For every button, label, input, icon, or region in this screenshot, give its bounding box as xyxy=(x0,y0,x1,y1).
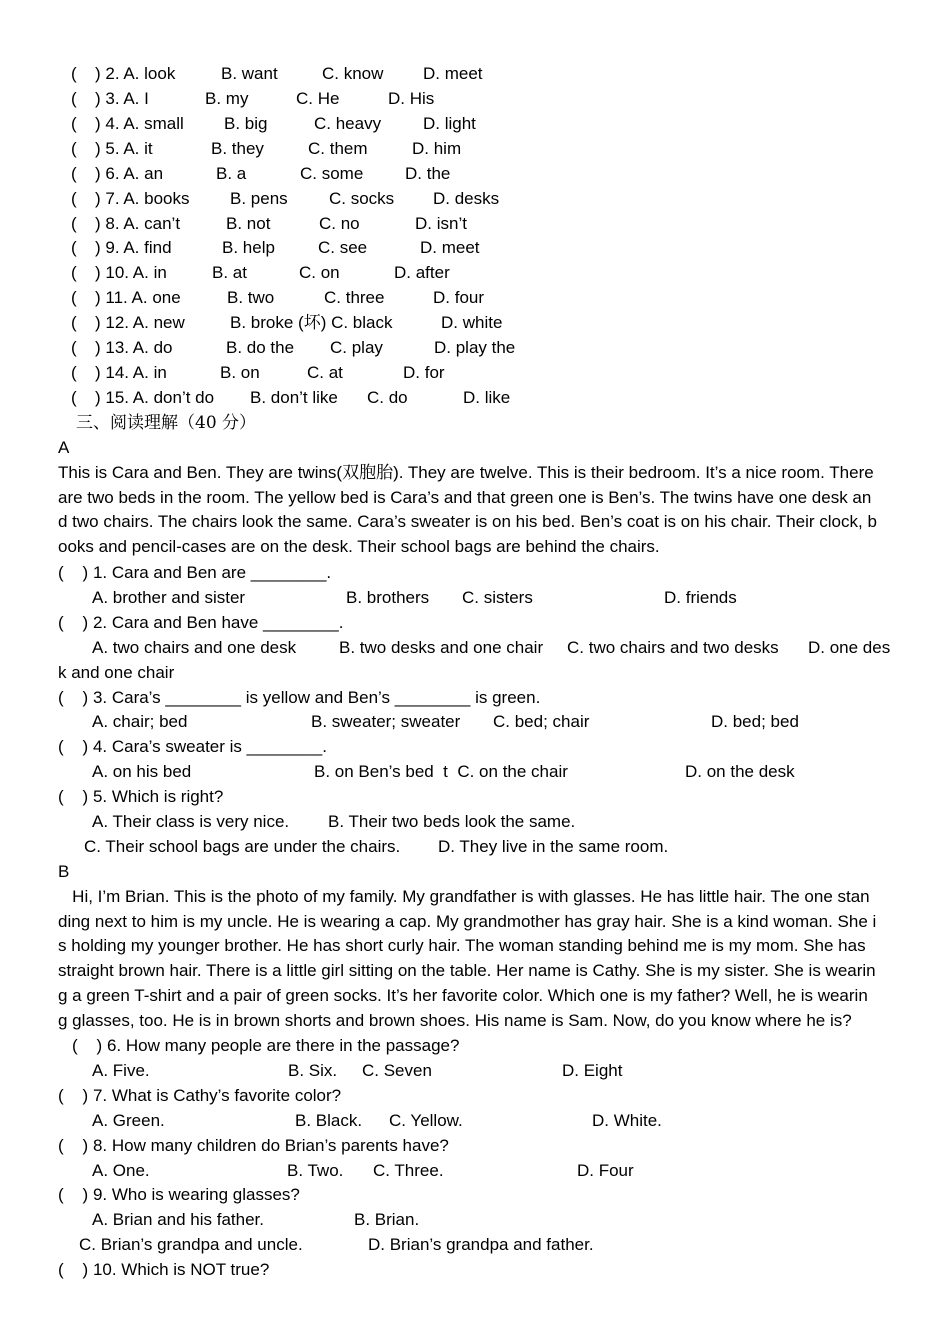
option-c: C. three xyxy=(324,288,385,307)
option-d-wrap: k and one chair xyxy=(58,663,175,682)
option-b: B. two xyxy=(227,288,275,307)
passage-a-line: d two chairs. The chairs look the same. Cara’s sweater is on his bed. Ben’s coat is on his chair. Their clock, b xyxy=(58,512,877,531)
option-b: B. big xyxy=(224,114,268,133)
option-c: C. on xyxy=(299,263,340,282)
option-d: D. isn’t xyxy=(415,214,467,233)
option-d: D. desks xyxy=(433,189,500,208)
question-stem: ( ) 7. What is Cathy’s favorite color? xyxy=(58,1086,342,1105)
option-b: B. at xyxy=(212,263,247,282)
option-c: C. no xyxy=(319,214,360,233)
answer-paren: ( xyxy=(71,189,77,208)
option-a: A. on his bed xyxy=(92,762,192,781)
answer-paren: ( xyxy=(71,338,77,357)
option-c: C. Three. xyxy=(373,1161,444,1180)
passage-b-label: B xyxy=(58,862,70,881)
question-number-option-a: ) 11. A. one xyxy=(95,288,181,307)
question-number-option-a: ) 3. A. I xyxy=(95,89,149,108)
option-c: C. see xyxy=(318,238,368,257)
option-d: D. bed; bed xyxy=(711,712,799,731)
option-c: C. Brian’s grandpa and uncle. xyxy=(79,1235,303,1254)
answer-paren: ( xyxy=(71,313,77,332)
question-stem: ( ) 8. How many children do Brian’s parents have? xyxy=(58,1136,449,1155)
option-c: C. some xyxy=(300,164,364,183)
option-b: B. Black. xyxy=(295,1111,363,1130)
question-number-option-a: ) 8. A. can’t xyxy=(95,214,181,233)
passage-b-line: g a green T-shirt and a pair of green socks. It’s her favorite color. Which one is my father? Well, he is wearin xyxy=(58,986,868,1005)
option-d: D. one des xyxy=(808,638,891,657)
option-c: C. play xyxy=(330,338,383,357)
option-d: D. play the xyxy=(434,338,516,357)
option-c: C. He xyxy=(296,89,340,108)
passage-b-line: ding next to him is my uncle. He is wearing a cap. My grandmother has gray hair. She is a kind woman. She i xyxy=(58,912,877,931)
question-number-option-a: ) 7. A. books xyxy=(95,189,190,208)
option-a: A. brother and sister xyxy=(92,588,246,607)
question-stem: ( ) 10. Which is NOT true? xyxy=(58,1260,270,1279)
option-d: D. White. xyxy=(592,1111,662,1130)
option-b: B. brothers xyxy=(346,588,430,607)
answer-paren: ( xyxy=(71,238,77,257)
option-d: D. meet xyxy=(420,238,480,257)
option-b: B. two desks and one chair xyxy=(339,638,544,657)
passage-b-line: straight brown hair. There is a little girl sitting on the table. Her name is Cathy. She is my sister. She is wearin xyxy=(58,961,876,980)
option-b: B. don’t like xyxy=(250,388,338,407)
option-b: B. Six. xyxy=(288,1061,338,1080)
option-c: C. socks xyxy=(329,189,395,208)
answer-paren: ( xyxy=(71,288,77,307)
option-b: B. on xyxy=(220,363,260,382)
question-number-option-a: ) 15. A. don’t do xyxy=(95,388,215,407)
option-c: C. Seven xyxy=(362,1061,432,1080)
option-b: B. broke (坏) C. black xyxy=(230,313,393,332)
option-c: C. heavy xyxy=(314,114,382,133)
option-c: C. do xyxy=(367,388,408,407)
option-b: B. do the xyxy=(226,338,295,357)
option-b: B. help xyxy=(222,238,275,257)
option-c: C. sisters xyxy=(462,588,533,607)
question-number-option-a: ) 13. A. do xyxy=(95,338,173,357)
question-number-option-a: ) 9. A. find xyxy=(95,238,172,257)
option-d: D. him xyxy=(412,139,462,158)
question-stem: ( ) 2. Cara and Ben have ________. xyxy=(58,613,344,632)
question-number-option-a: ) 10. A. in xyxy=(95,263,167,282)
option-b: B. on Ben’s bed t C. on the chair xyxy=(314,762,568,781)
option-a: A. two chairs and one desk xyxy=(92,638,297,657)
option-d: D. light xyxy=(423,114,476,133)
option-d: D. Four xyxy=(577,1161,634,1180)
option-a: A. Their class is very nice. xyxy=(92,812,290,831)
option-a: A. One. xyxy=(92,1161,150,1180)
option-c: C. two chairs and two desks xyxy=(567,638,779,657)
answer-paren: ( xyxy=(71,363,77,382)
option-c: C. Yellow. xyxy=(389,1111,463,1130)
answer-paren: ( xyxy=(71,164,77,183)
section-heading: 三、阅读理解（40 分） xyxy=(76,413,257,433)
option-d: D. friends xyxy=(664,588,737,607)
question-number-option-a: ) 4. A. small xyxy=(95,114,184,133)
option-d: D. for xyxy=(403,363,445,382)
question-stem: ( ) 9. Who is wearing glasses? xyxy=(58,1185,300,1204)
question-stem: ( ) 3. Cara’s ________ is yellow and Ben’s ________ is green. xyxy=(58,688,541,707)
question-stem: ( ) 1. Cara and Ben are ________. xyxy=(58,563,332,582)
option-b: B. pens xyxy=(230,189,288,208)
option-d: D. four xyxy=(433,288,485,307)
passage-a-label: A xyxy=(58,438,70,457)
option-c: C. them xyxy=(308,139,368,158)
question-number-option-a: ) 2. A. look xyxy=(95,64,176,83)
option-a: A. Green. xyxy=(92,1111,165,1130)
question-number-option-a: ) 12. A. new xyxy=(95,313,185,332)
option-d: D. His xyxy=(388,89,435,108)
question-stem: ( ) 4. Cara’s sweater is ________. xyxy=(58,737,327,756)
option-b: B. a xyxy=(216,164,247,183)
option-d: D. on the desk xyxy=(685,762,795,781)
option-b: B. sweater; sweater xyxy=(311,712,461,731)
answer-paren: ( xyxy=(71,64,77,83)
question-number-option-a: ) 5. A. it xyxy=(95,139,153,158)
option-d: D. Brian’s grandpa and father. xyxy=(368,1235,594,1254)
passage-b-line: Hi, I’m Brian. This is the photo of my family. My grandfather is with glasses. He has little hair. The one stan xyxy=(58,887,870,906)
option-c: C. at xyxy=(307,363,343,382)
option-a: A. Five. xyxy=(92,1061,150,1080)
option-d: D. the xyxy=(405,164,451,183)
option-b: B. Their two beds look the same. xyxy=(328,812,576,831)
option-d: D. white xyxy=(441,313,503,332)
option-c: C. Their school bags are under the chairs. xyxy=(84,837,401,856)
question-stem: ( ) 6. How many people are there in the passage? xyxy=(72,1036,460,1055)
answer-paren: ( xyxy=(71,388,77,407)
answer-paren: ( xyxy=(71,114,77,133)
option-a: A. chair; bed xyxy=(92,712,188,731)
option-b: B. want xyxy=(221,64,278,83)
answer-paren: ( xyxy=(71,263,77,282)
option-d: D. They live in the same room. xyxy=(438,837,669,856)
answer-paren: ( xyxy=(71,139,77,158)
option-d: D. like xyxy=(463,388,511,407)
passage-a-line: This is Cara and Ben. They are twins(双胞胎). They are twelve. This is their bedroom. It’s a nice room. There xyxy=(58,463,874,482)
option-d: D. after xyxy=(394,263,450,282)
option-d: D. Eight xyxy=(562,1061,623,1080)
option-b: B. not xyxy=(226,214,271,233)
option-d: D. meet xyxy=(423,64,483,83)
passage-a-line: ooks and pencil-cases are on the desk. Their school bags are behind the chairs. xyxy=(58,537,660,556)
passage-b-line: g glasses, too. He is in brown shorts and brown shoes. His name is Sam. Now, do you know where he is? xyxy=(58,1011,852,1030)
passage-a-line: are two beds in the room. The yellow bed is Cara’s and that green one is Ben’s. The twins have one desk an xyxy=(58,488,872,507)
option-b: B. they xyxy=(211,139,264,158)
question-number-option-a: ) 6. A. an xyxy=(95,164,164,183)
option-c: C. know xyxy=(322,64,384,83)
question-number-option-a: ) 14. A. in xyxy=(95,363,167,382)
option-b: B. my xyxy=(205,89,249,108)
option-a: A. Brian and his father. xyxy=(92,1210,264,1229)
answer-paren: ( xyxy=(71,214,77,233)
question-stem: ( ) 5. Which is right? xyxy=(58,787,224,806)
option-c: C. bed; chair xyxy=(493,712,590,731)
answer-paren: ( xyxy=(71,89,77,108)
passage-b-line: s holding my younger brother. He has short curly hair. The woman standing behind me is my mom. She has xyxy=(58,936,866,955)
option-b: B. Brian. xyxy=(354,1210,420,1229)
option-b: B. Two. xyxy=(287,1161,344,1180)
